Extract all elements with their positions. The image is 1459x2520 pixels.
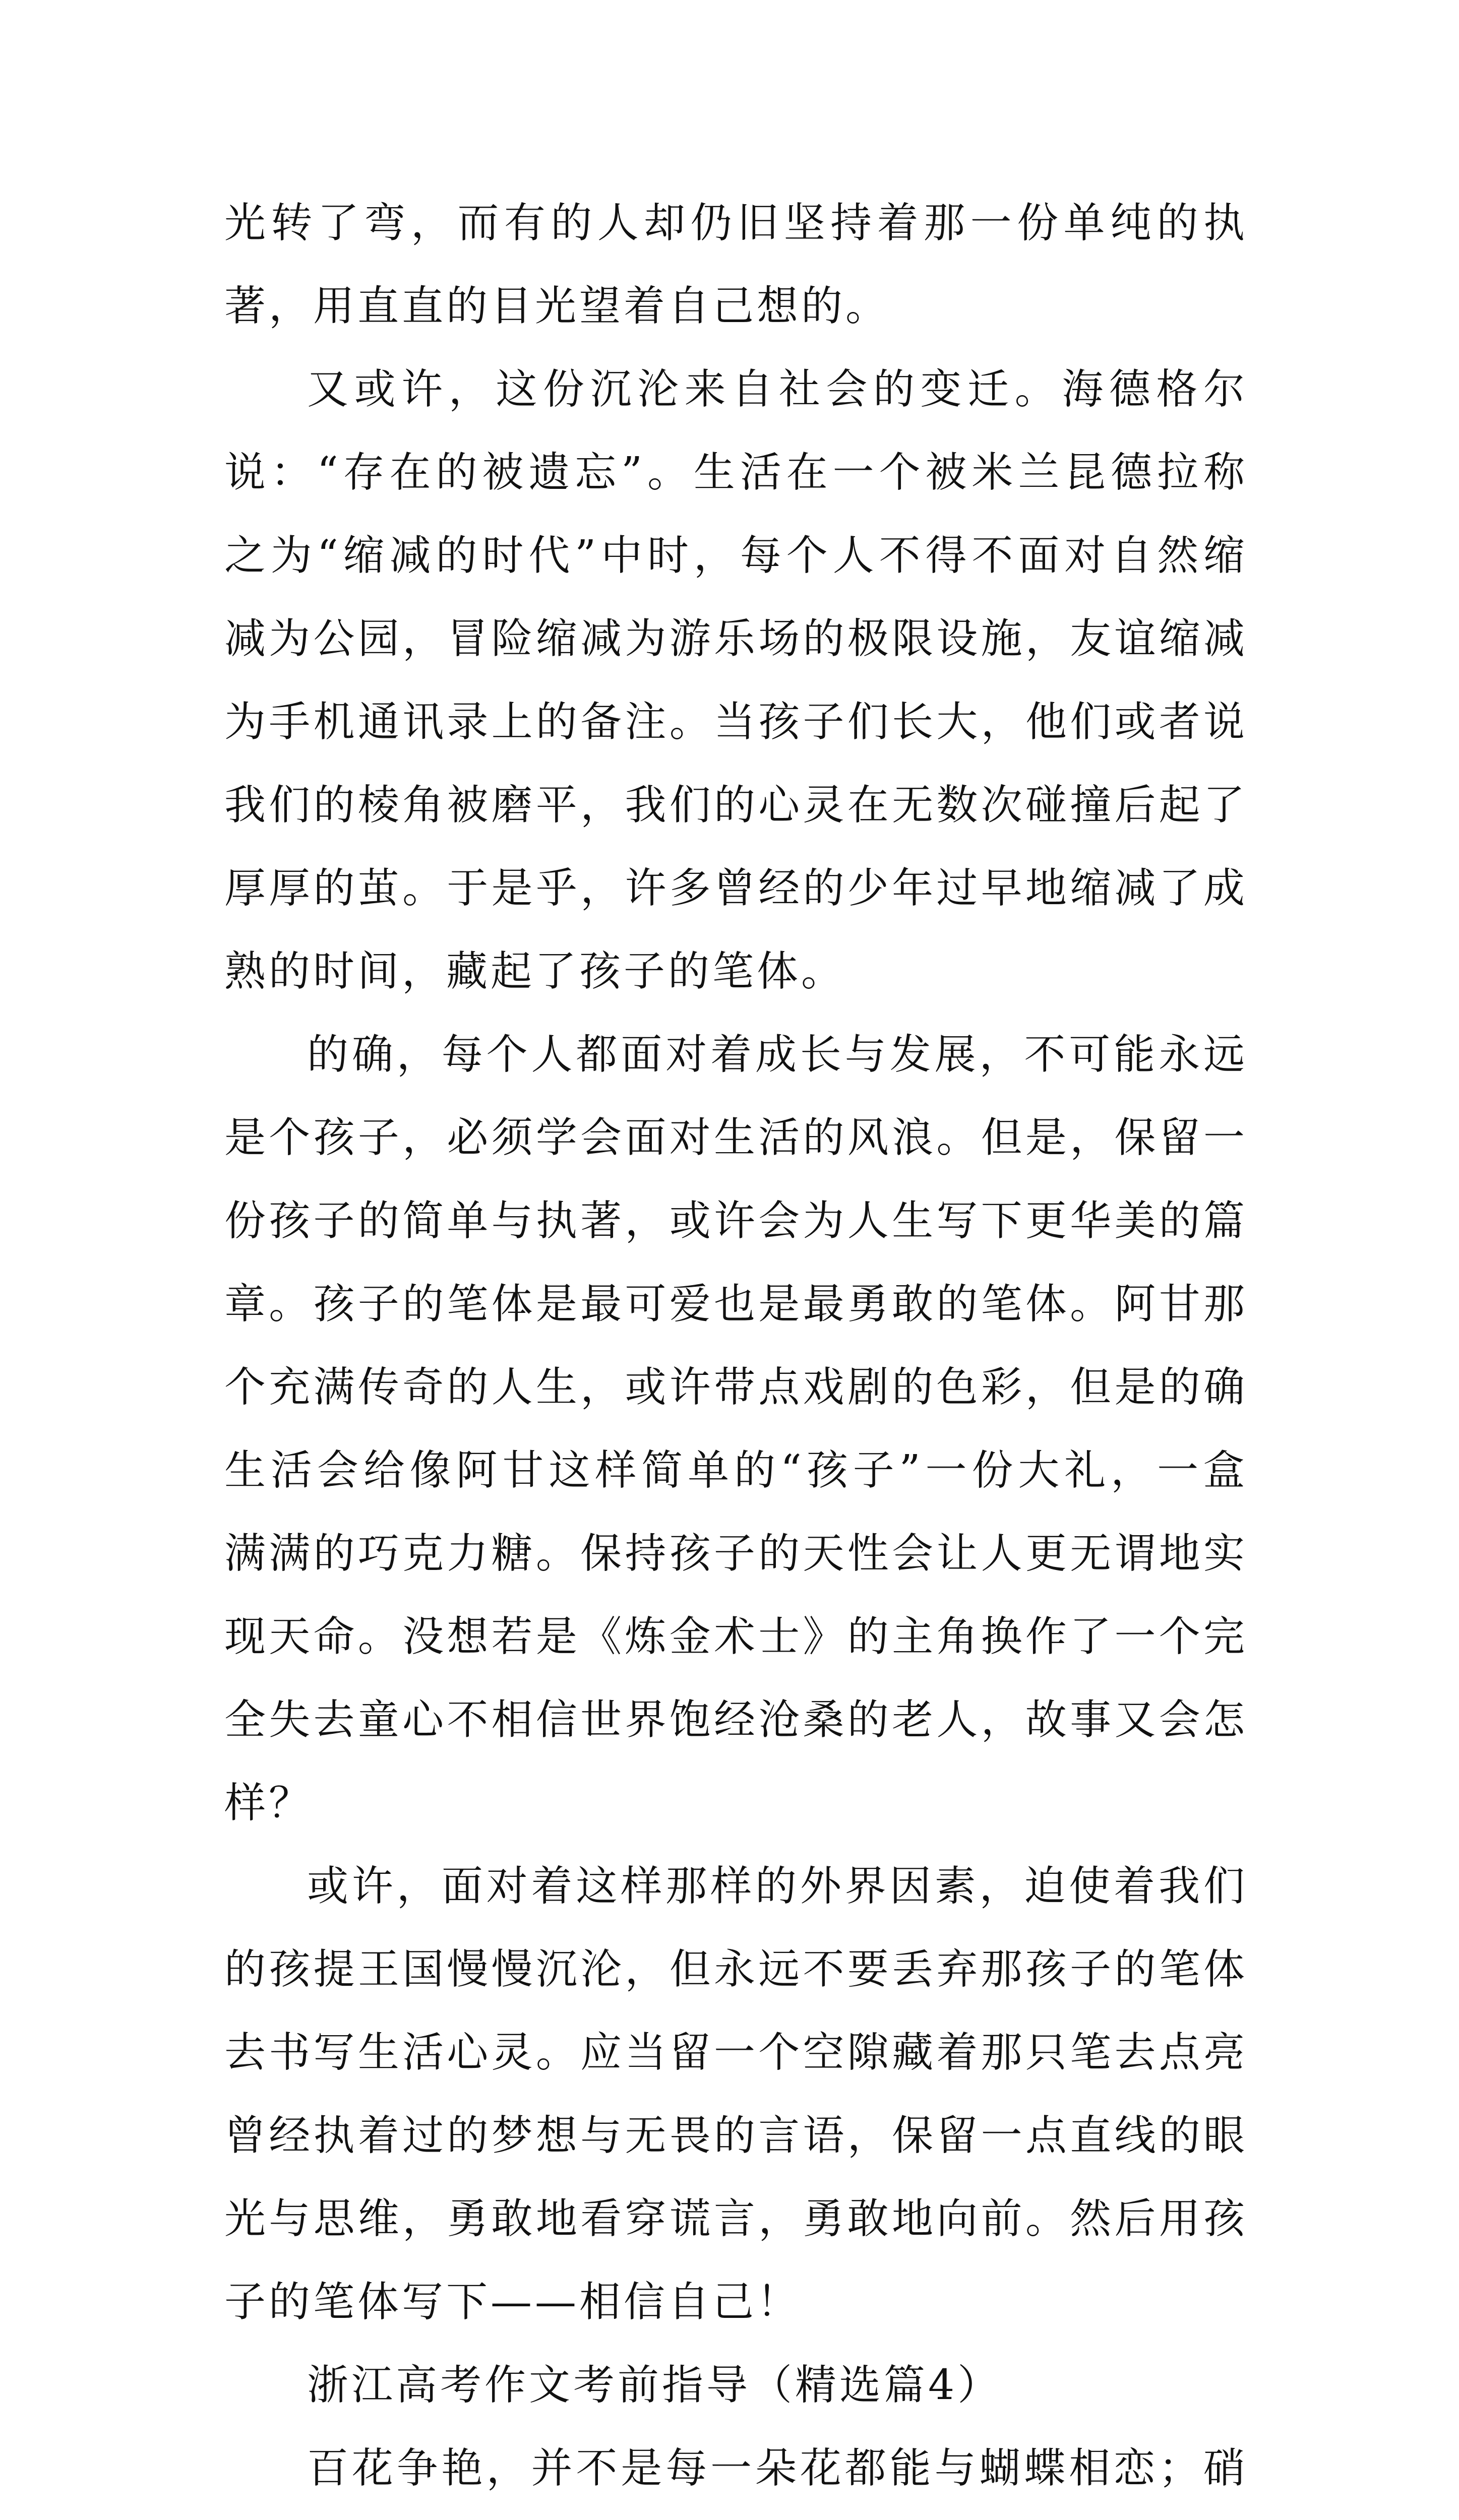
section-heading: 浙江高考作文考前指导（精选篇4） xyxy=(307,2361,1002,2409)
paragraph: 的确，每个人都面对着成长与发展，不可能永远是个孩子，必须学会面对生活的风浪。但是，保留一份孩子的简单与执著，或许会为人生写下更华美的篇章。孩子的笔体是最可爱也是最勇敢的笔体。阿甘那个充满传奇的人生，或许带点戏剧的色彩，但是的确生活会给像阿甘这样简单的“孩子”一份大礼，一盒满满的巧克力糖。保持孩子的天性会让人更无谓地实现天命。没想若是《炼金术士》的主角换作了一个完全失去童心不相信世界饱经沧桑的老人，故事又会怎样？ xyxy=(224,1031,1248,1827)
document-body xyxy=(224,181,1248,2520)
paragraph: 又或许，这份沉沦来自社会的变迁。海德格尔说：“存在的被遗忘”。生活在一个被米兰昆德拉称之为“缩减的时代”中时，每个人不得不面对自然缩减为公园，冒险缩减为游乐场的极限设施，友谊缩减为手机通讯录上的备注。当孩子们长大，他们或者说我们的棱角被磨平，我们的心灵在无数次碰撞后起了厚厚的茧。于是乎，许多曾经的少年过早地缩减了成熟的时间，藏起了孩子的笔体。 xyxy=(224,365,1248,995)
paragraph: 或许，面对着这样那样的外界因素，迫使着我们的孩提王国慢慢沉沦，但永远不要丢弃那孩子的笔体去书写生活心灵。应当留一个空隙藏着那只笔去点亮曾经执着过的梦想与无畏的言语，保留一点直线的眼光与思维，勇敢地看穿谎言，勇敢地向前。然后用孩子的笔体写下——相信自己！ xyxy=(224,1862,1248,2326)
paragraph-continued: 光转了弯，而有的人却仍旧坚持着那一份单纯的执著，用直直的目光望着自己想的。 xyxy=(224,199,1248,330)
paragraph: 百花争艳，并不是每一朵花都能与蝴蝶相恋；硝 xyxy=(307,2444,1248,2492)
